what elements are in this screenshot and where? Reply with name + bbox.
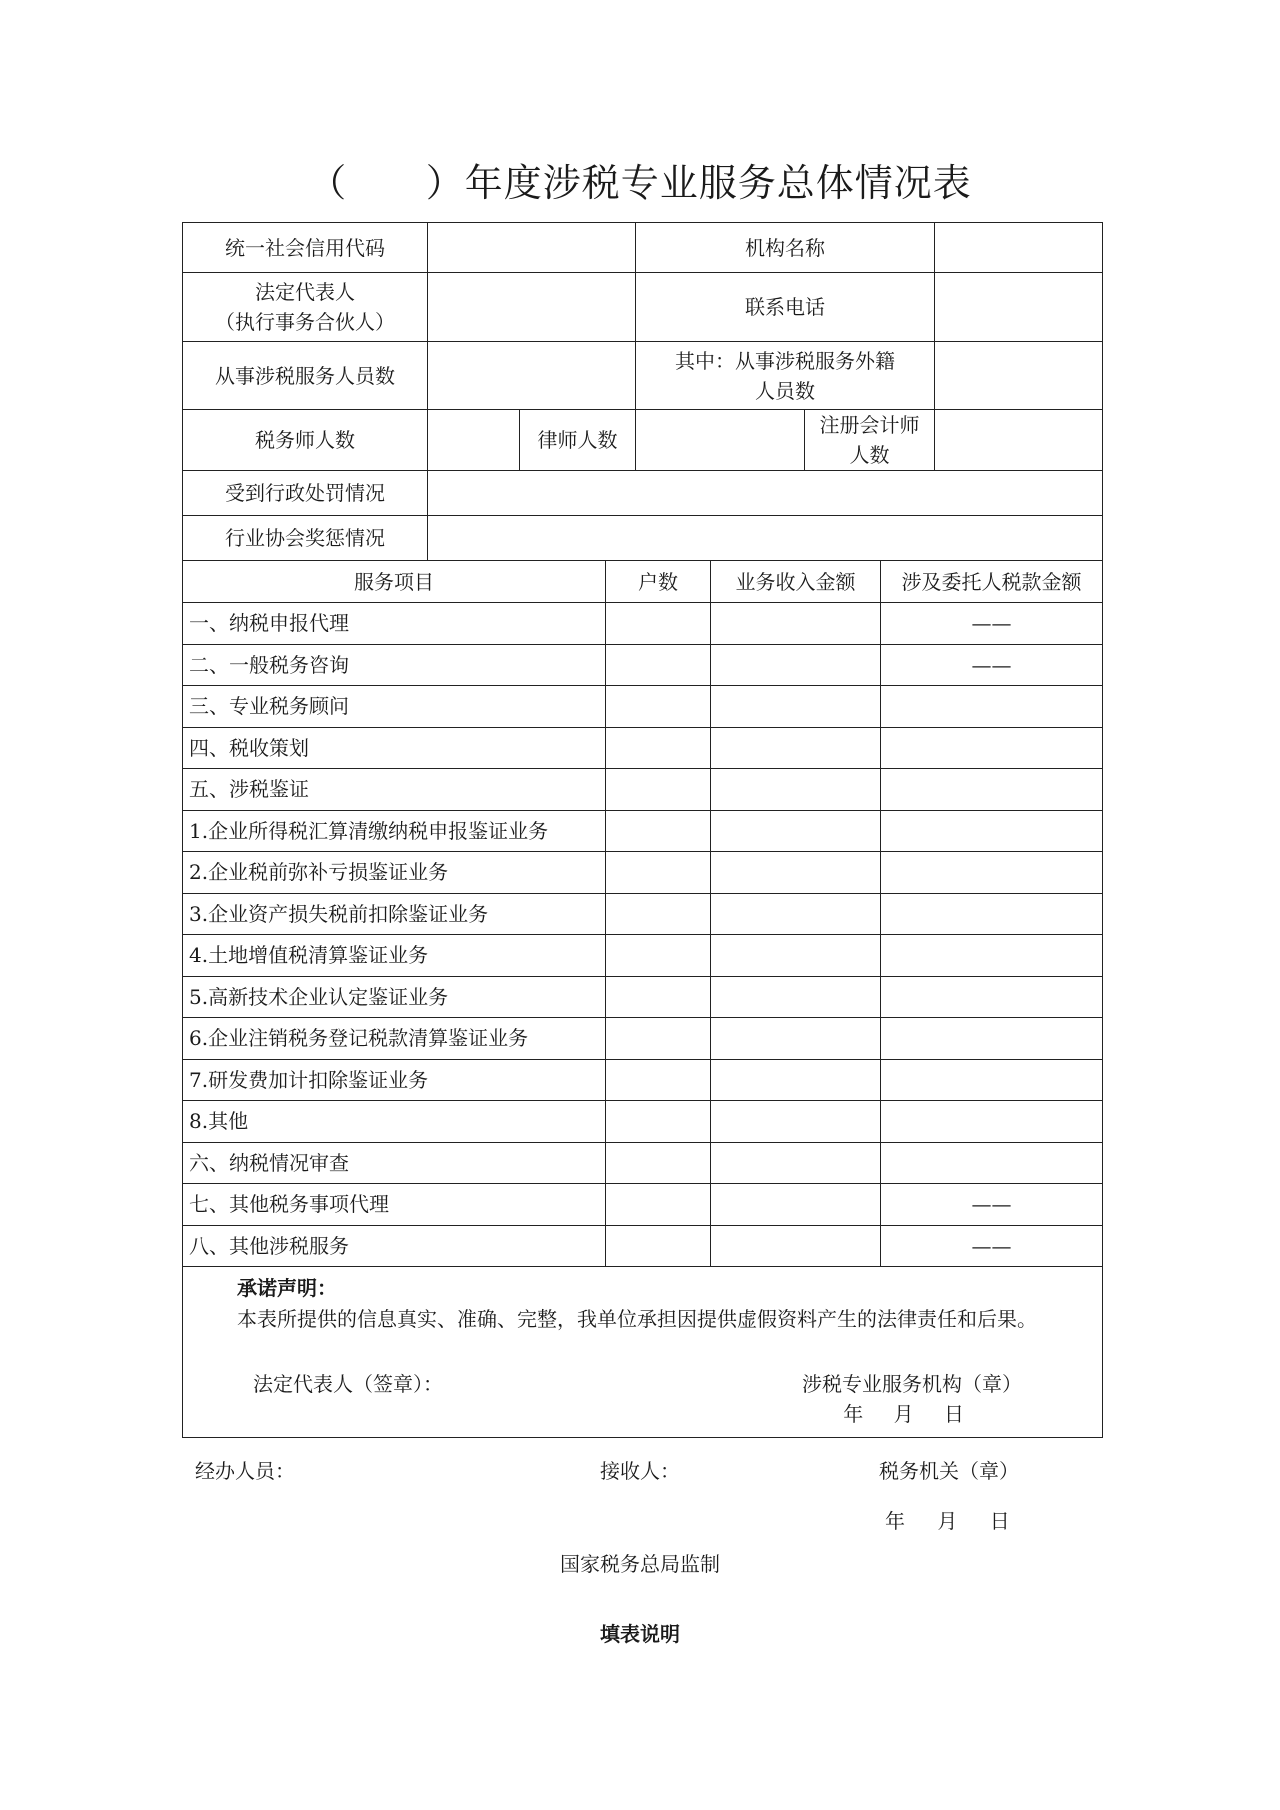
cpa-count-label: 注册会计师人数 xyxy=(805,410,935,471)
business-income-field[interactable] xyxy=(711,727,881,769)
org-seal[interactable]: 涉税专业服务机构（章） xyxy=(802,1372,1023,1396)
header-business-income: 业务收入金额 xyxy=(711,561,881,603)
business-income-field[interactable] xyxy=(711,976,881,1018)
legal-rep-label xyxy=(183,273,428,342)
table-row xyxy=(183,603,1103,645)
client-tax-amount-field[interactable] xyxy=(881,727,1103,769)
service-name: 8.其他 xyxy=(183,1101,606,1143)
business-income-field[interactable] xyxy=(711,1184,881,1226)
household-count-field[interactable] xyxy=(606,603,711,645)
staff-count-field[interactable] xyxy=(428,342,636,410)
receiver-label: 接收人： xyxy=(600,1459,680,1483)
household-count-field[interactable] xyxy=(606,852,711,894)
client-tax-amount-field[interactable] xyxy=(881,935,1103,977)
service-name: 四、税收策划 xyxy=(183,727,606,769)
foreign-staff-label xyxy=(636,342,935,410)
org-name-label: 机构名称 xyxy=(636,223,935,273)
foreign-staff-label-line-2: 人员数 xyxy=(755,378,816,403)
legal-rep-label-line-1: 法定代表人 xyxy=(255,280,355,304)
service-summary-table xyxy=(182,222,1103,1438)
footer-date: 年 月 日 xyxy=(885,1509,1010,1533)
service-name: 7.研发费加计扣除鉴证业务 xyxy=(183,1059,606,1101)
service-name: 5.高新技术企业认定鉴证业务 xyxy=(183,976,606,1018)
household-count-field[interactable] xyxy=(606,769,711,811)
client-tax-amount-field[interactable] xyxy=(881,893,1103,935)
household-count-field[interactable] xyxy=(606,935,711,977)
client-tax-amount-field[interactable] xyxy=(881,1101,1103,1143)
tax-agent-count-field[interactable] xyxy=(428,410,520,471)
table-row xyxy=(183,1018,1103,1060)
client-tax-amount-field[interactable]: —— xyxy=(881,603,1103,645)
service-name: 1.企业所得税汇算清缴纳税申报鉴证业务 xyxy=(183,810,606,852)
service-name: 4.土地增值税清算鉴证业务 xyxy=(183,935,606,977)
client-tax-amount-field[interactable] xyxy=(881,976,1103,1018)
statement-title: 承诺声明： xyxy=(237,1276,337,1300)
table-row xyxy=(183,1225,1103,1267)
foreign-staff-field[interactable] xyxy=(935,342,1103,410)
org-name-field[interactable] xyxy=(935,223,1103,273)
table-row xyxy=(183,1142,1103,1184)
table-row xyxy=(183,727,1103,769)
table-row xyxy=(183,935,1103,977)
client-tax-amount-field[interactable] xyxy=(881,852,1103,894)
business-income-field[interactable] xyxy=(711,686,881,728)
table-row xyxy=(183,769,1103,811)
business-income-field[interactable] xyxy=(711,1018,881,1060)
handler-label: 经办人员： xyxy=(195,1459,295,1483)
foreign-staff-label-line-1: 其中：从事涉税服务外籍 xyxy=(675,348,896,373)
table-row xyxy=(183,893,1103,935)
table-row xyxy=(183,686,1103,728)
statement-date: 年 月 日 xyxy=(843,1402,965,1426)
client-tax-amount-field[interactable] xyxy=(881,1142,1103,1184)
penalty-label: 受到行政处罚情况 xyxy=(183,471,428,516)
service-name: 3.企业资产损失税前扣除鉴证业务 xyxy=(183,893,606,935)
client-tax-amount-field[interactable]: —— xyxy=(881,644,1103,686)
instructions-title: 填表说明 xyxy=(600,1622,680,1646)
business-income-field[interactable] xyxy=(711,603,881,645)
client-tax-amount-field[interactable] xyxy=(881,1059,1103,1101)
tax-agent-count-label: 税务师人数 xyxy=(183,410,428,471)
household-count-field[interactable] xyxy=(606,686,711,728)
service-name: 七、其他税务事项代理 xyxy=(183,1184,606,1226)
business-income-field[interactable] xyxy=(711,769,881,811)
business-income-field[interactable] xyxy=(711,644,881,686)
business-income-field[interactable] xyxy=(711,810,881,852)
service-name: 三、专业税务顾问 xyxy=(183,686,606,728)
household-count-field[interactable] xyxy=(606,727,711,769)
client-tax-amount-field[interactable] xyxy=(881,769,1103,811)
association-label: 行业协会奖惩情况 xyxy=(183,516,428,561)
service-name: 2.企业税前弥补亏损鉴证业务 xyxy=(183,852,606,894)
table-row xyxy=(183,1184,1103,1226)
phone-label: 联系电话 xyxy=(636,273,935,342)
business-income-field[interactable] xyxy=(711,893,881,935)
header-service-item: 服务项目 xyxy=(183,561,606,603)
client-tax-amount-field[interactable]: —— xyxy=(881,1184,1103,1226)
header-client-tax-amount: 涉及委托人税款金额 xyxy=(881,561,1103,603)
service-name: 五、涉税鉴证 xyxy=(183,769,606,811)
business-income-field[interactable] xyxy=(711,1142,881,1184)
legal-rep-signature[interactable]: 法定代表人（签章）： xyxy=(253,1372,443,1396)
service-name: 一、纳税申报代理 xyxy=(183,603,606,645)
service-name: 二、一般税务咨询 xyxy=(183,644,606,686)
lawyer-count-label: 律师人数 xyxy=(520,410,636,471)
client-tax-amount-field[interactable]: —— xyxy=(881,1225,1103,1267)
form-title: （ ）年度涉税专业服务总体情况表 xyxy=(308,161,972,205)
household-count-field[interactable] xyxy=(606,1225,711,1267)
household-count-field[interactable] xyxy=(606,1018,711,1060)
business-income-field[interactable] xyxy=(711,852,881,894)
business-income-field[interactable] xyxy=(711,1225,881,1267)
table-row xyxy=(183,1101,1103,1143)
service-name: 6.企业注销税务登记税款清算鉴证业务 xyxy=(183,1018,606,1060)
table-row xyxy=(183,976,1103,1018)
household-count-field[interactable] xyxy=(606,1184,711,1226)
supervised-by: 国家税务总局监制 xyxy=(560,1552,720,1576)
table-row xyxy=(183,644,1103,686)
table-row xyxy=(183,1059,1103,1101)
cpa-count-field[interactable] xyxy=(935,410,1103,471)
service-name: 八、其他涉税服务 xyxy=(183,1225,606,1267)
table-row xyxy=(183,852,1103,894)
household-count-field[interactable] xyxy=(606,893,711,935)
credit-code-label: 统一社会信用代码 xyxy=(183,223,428,273)
business-income-field[interactable] xyxy=(711,935,881,977)
penalty-field[interactable] xyxy=(428,471,1103,516)
header-household-count: 户数 xyxy=(606,561,711,603)
client-tax-amount-field[interactable] xyxy=(881,810,1103,852)
business-income-field[interactable] xyxy=(711,1101,881,1143)
household-count-field[interactable] xyxy=(606,644,711,686)
household-count-field[interactable] xyxy=(606,810,711,852)
association-field[interactable] xyxy=(428,516,1103,561)
statement-body: 本表所提供的信息真实、准确、完整，我单位承担因提供虚假资料产生的法律责任和后果。 xyxy=(237,1307,1037,1331)
client-tax-amount-field[interactable] xyxy=(881,1018,1103,1060)
legal-rep-field[interactable] xyxy=(428,273,636,342)
household-count-field[interactable] xyxy=(606,1059,711,1101)
tax-office-seal: 税务机关（章） xyxy=(879,1459,1019,1483)
household-count-field[interactable] xyxy=(606,976,711,1018)
household-count-field[interactable] xyxy=(606,1101,711,1143)
table-row xyxy=(183,810,1103,852)
legal-rep-label-line-2: （执行事务合伙人） xyxy=(215,310,395,334)
service-name: 六、纳税情况审查 xyxy=(183,1142,606,1184)
phone-field[interactable] xyxy=(935,273,1103,342)
business-income-field[interactable] xyxy=(711,1059,881,1101)
commitment-statement xyxy=(183,1267,1103,1438)
credit-code-field[interactable] xyxy=(428,223,636,273)
client-tax-amount-field[interactable] xyxy=(881,686,1103,728)
staff-count-label: 从事涉税服务人员数 xyxy=(183,342,428,410)
lawyer-count-field[interactable] xyxy=(636,410,805,471)
household-count-field[interactable] xyxy=(606,1142,711,1184)
